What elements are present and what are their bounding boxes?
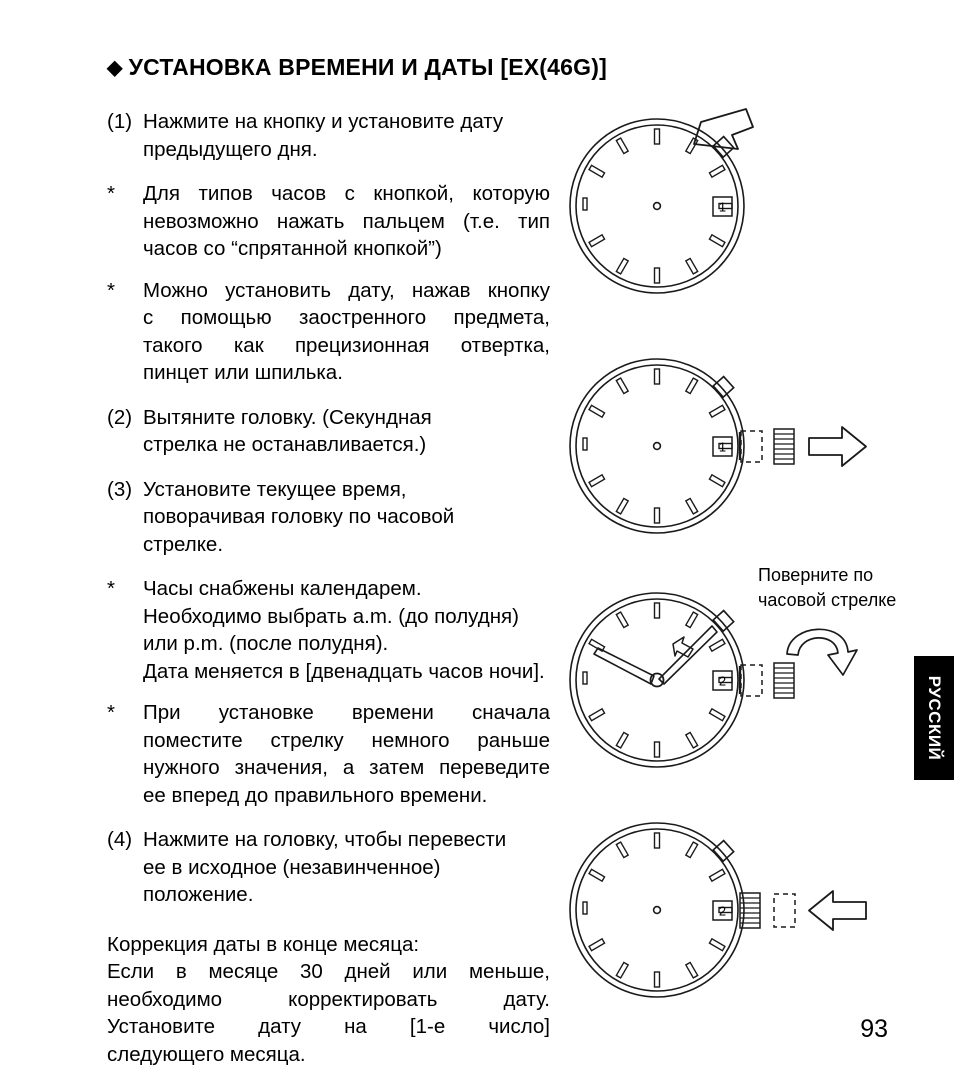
text-line: Если в месяце 30 дней или меньше,	[107, 960, 550, 983]
watch-diagram-3	[560, 575, 880, 785]
text-line: стрелке.	[143, 532, 224, 556]
crown	[774, 663, 794, 698]
step-body	[107, 404, 550, 459]
text-line: с помощью заостренного предмета,	[143, 306, 550, 329]
hour-hand	[594, 648, 654, 684]
push-in-arrow-icon	[809, 891, 866, 930]
instructions-column	[107, 108, 550, 1085]
hour-markers	[583, 603, 732, 757]
note-body	[107, 180, 550, 263]
page-title	[107, 54, 607, 81]
figure-pull-crown	[560, 350, 880, 540]
text-line: Вытяните головку. (Секундная	[143, 405, 432, 429]
step-marker: (3)	[107, 477, 133, 501]
figure-push-crown-back	[560, 820, 890, 1015]
language-tab-label: РУССКИЙ	[925, 675, 944, 761]
note-body	[107, 575, 550, 685]
note-time-setting	[107, 699, 550, 809]
text-line: поместите стрелку немного раньше	[143, 728, 550, 752]
step-marker: (2)	[107, 405, 133, 429]
text-line: необходимо корректировать дату.	[107, 987, 550, 1011]
text-line: часов со “спрятанной кнопкой”)	[143, 237, 442, 260]
caption-line: Поверните по	[758, 565, 874, 585]
watch-diagram-1	[560, 105, 860, 305]
diamond-bullet-icon: ◆	[107, 57, 123, 79]
minute-hand	[659, 626, 717, 684]
note-calendar	[107, 575, 550, 685]
text-line: поворачивая головку по часовой	[143, 505, 455, 528]
watch-center-pin	[654, 203, 661, 210]
text-line: стрелка не останавливается.)	[143, 433, 427, 456]
instruction-step-2	[107, 404, 550, 459]
text-line: такого как прецизионная отвертка,	[143, 333, 550, 357]
instruction-step-3	[107, 476, 550, 559]
text-line: положение.	[143, 883, 254, 906]
text-line: Для типов часов с кнопкой, которую	[143, 182, 550, 205]
text-line: Дата меняется в [двенадцать часов ночи].	[143, 659, 545, 683]
instruction-step-1	[107, 108, 550, 163]
figure-press-pusher	[560, 105, 860, 305]
hour-markers	[583, 129, 732, 283]
note-body	[107, 699, 550, 809]
hour-markers	[583, 369, 732, 523]
note-marker: *	[107, 182, 115, 205]
text-line: предыдущего дня.	[143, 137, 318, 161]
note-hidden-button	[107, 180, 550, 263]
hand-direction-arrow-icon	[673, 637, 693, 657]
rotate-clockwise-arrow-icon	[787, 629, 857, 675]
instruction-step-4	[107, 826, 550, 909]
watch-diagram-2	[560, 350, 880, 540]
press-arrow-icon	[694, 109, 753, 149]
hour-markers	[583, 833, 732, 987]
step-body	[107, 826, 550, 909]
note-pointed-object	[107, 277, 550, 387]
note-marker: *	[107, 701, 115, 724]
text-line: При установке времени сначала	[143, 701, 550, 724]
text-line: Установите текущее время,	[143, 477, 407, 501]
figure-turn-crown	[560, 575, 880, 785]
note-body	[107, 277, 550, 387]
pusher-button	[713, 377, 733, 398]
text-line: Коррекция даты в конце месяца:	[107, 932, 420, 956]
text-line: Нажмите на кнопку и установите дату	[143, 110, 504, 133]
text-line: пинцет или шпилька.	[143, 361, 343, 384]
watch-diagram-4	[560, 820, 890, 1015]
text-line: или p.m. (после полудня).	[143, 632, 389, 655]
callout-label-2: 2	[718, 903, 727, 919]
note-marker: *	[107, 577, 115, 600]
text-line: ее вперед до правильного времени.	[143, 783, 488, 807]
text-line: невозможно нажать пальцем (т.е. тип	[143, 209, 550, 233]
text-line: ее в исходное (незавинченное)	[143, 855, 441, 879]
month-end-correction-note	[107, 931, 550, 1069]
callout-label-2: 2	[718, 673, 727, 689]
month-end-correction-body	[107, 931, 550, 1069]
text-line: Часы снабжены календарем.	[143, 577, 422, 600]
crown	[740, 893, 760, 928]
page-title-text: УСТАНОВКА ВРЕМЕНИ И ДАТЫ [EX(46G)]	[128, 54, 607, 80]
text-line: нужного значения, а затем переведите	[143, 756, 550, 779]
crown	[774, 429, 794, 464]
step-body	[107, 476, 550, 559]
note-marker: *	[107, 278, 115, 302]
pusher-button	[713, 841, 733, 862]
text-line: Можно установить дату, нажав кнопку	[143, 278, 550, 302]
language-tab-russian	[914, 656, 954, 780]
watch-center-pin	[654, 907, 661, 914]
step-body	[107, 108, 550, 163]
callout-label-1: 1	[718, 199, 727, 215]
text-line: Необходимо выбрать a.m. (до полудня)	[143, 604, 519, 628]
caption-line: часовой стрелке	[758, 590, 897, 610]
text-line: следующего месяца.	[107, 1042, 306, 1066]
page-number: 93	[860, 1015, 888, 1043]
step-marker: (1)	[107, 110, 133, 133]
watch-center-pin	[654, 443, 661, 450]
text-line: Установите дату на [1-е число]	[107, 1015, 550, 1038]
text-line: Нажмите на головку, чтобы перевести	[143, 828, 507, 851]
crown-ghost-outline	[774, 894, 795, 927]
callout-label-1: 1	[718, 439, 727, 455]
pull-out-arrow-icon	[809, 427, 866, 466]
pusher-button	[713, 611, 733, 632]
step-marker: (4)	[107, 828, 133, 851]
